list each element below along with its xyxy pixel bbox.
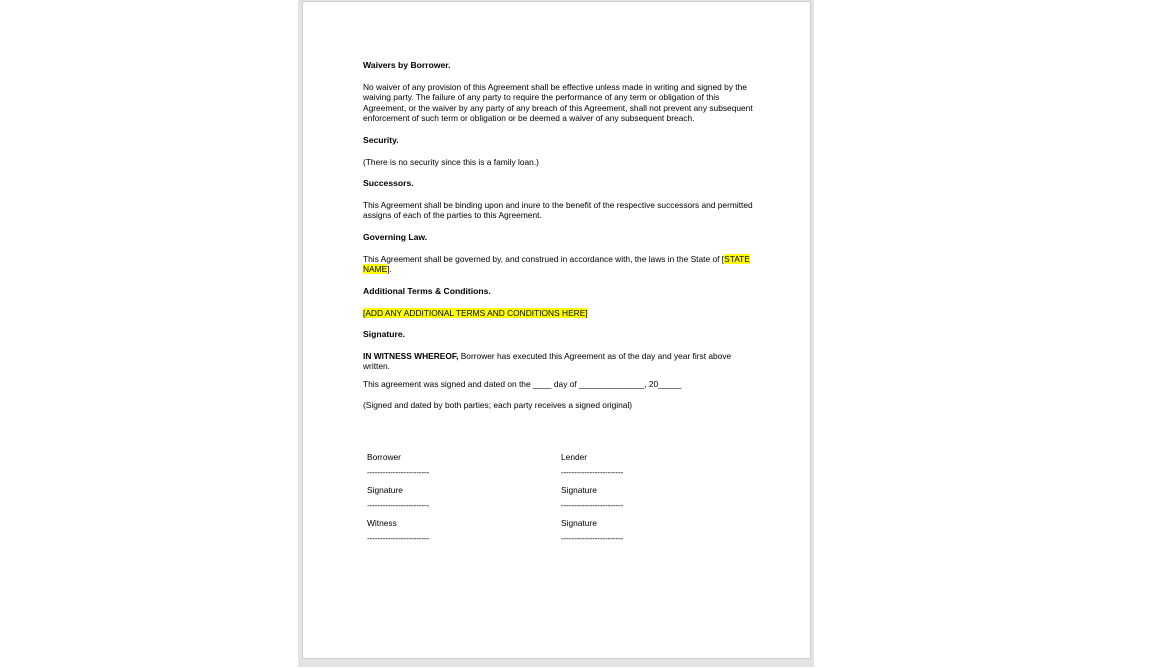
signature-label-witness-signature: Signature	[561, 518, 597, 528]
section-body-waivers: No waiver of any provision of this Agreement shall be effective unless made in writing and signed by the waiving party. The failure of any party to require the performance of any term or obligation of this Agreement, or the waiver by any party of any breach of this Agreement, shall not prevent any subsequent enforcement of such term or obligation or be deemed a waiver of any subsequent breach.	[363, 82, 753, 124]
signature-cell	[561, 452, 623, 477]
governing-law-text-suffix: ].	[387, 264, 392, 275]
witness-whereof-text: Borrower has executed this Agreement as of the day and year first above written.	[363, 351, 732, 372]
section-heading-additional-terms: Additional Terms & Conditions.	[363, 285, 491, 296]
signature-cell	[367, 452, 429, 477]
section-body-successors: This Agreement shall be binding upon and inure to the benefit of the respective successors and permitted assigns of each of the parties to this Agreement.	[363, 200, 753, 221]
signature-line: ------------------------	[561, 467, 624, 477]
section-heading-successors: Successors.	[363, 178, 414, 189]
signature-row	[367, 485, 687, 518]
signature-row	[367, 452, 687, 485]
signature-line: ------------------------	[367, 467, 430, 477]
signature-row	[367, 518, 687, 551]
signed-dated-note: (Signed and dated by both parties; each party receives a signed original)	[363, 400, 633, 411]
witness-whereof-bold: IN WITNESS WHEREOF,	[363, 351, 459, 362]
signed-dated-line: This agreement was signed and dated on the ____ day of ______________, 20_____	[363, 378, 682, 389]
governing-law-text-prefix: This Agreement shall be governed by, and construed in accordance with, the laws in the State of [	[363, 253, 725, 264]
signature-cell	[367, 485, 429, 510]
signature-line: ------------------------	[367, 533, 430, 543]
signature-line: ------------------------	[561, 533, 624, 543]
signature-label-lender: Lender	[561, 452, 588, 462]
section-heading-signature: Signature.	[363, 329, 406, 340]
signature-cell	[561, 485, 623, 510]
section-heading-waivers: Waivers by Borrower.	[363, 60, 451, 70]
section-body-governing-law	[363, 254, 755, 275]
signature-label-witness: Witness	[367, 518, 397, 528]
signature-block	[367, 452, 687, 551]
signature-label-borrower: Borrower	[367, 452, 401, 462]
section-heading-governing-law: Governing Law.	[363, 231, 428, 242]
document-content	[363, 60, 755, 422]
signature-line: ------------------------	[367, 500, 430, 510]
section-heading-security: Security.	[363, 134, 399, 145]
state-name-placeholder: STATE NAME	[363, 253, 750, 275]
signature-label-lender-signature: Signature	[561, 485, 597, 495]
signature-cell	[561, 518, 623, 543]
signature-cell	[367, 518, 429, 543]
witness-whereof-paragraph	[363, 351, 755, 372]
additional-terms-placeholder: [ADD ANY ADDITIONAL TERMS AND CONDITIONS HERE]	[363, 307, 588, 318]
document-page[interactable]	[302, 1, 811, 659]
section-body-additional-terms	[363, 308, 755, 318]
signature-line: ------------------------	[561, 500, 624, 510]
section-body-security: (There is no security since this is a family loan.)	[363, 156, 539, 167]
signature-label-borrower-signature: Signature	[367, 485, 403, 495]
